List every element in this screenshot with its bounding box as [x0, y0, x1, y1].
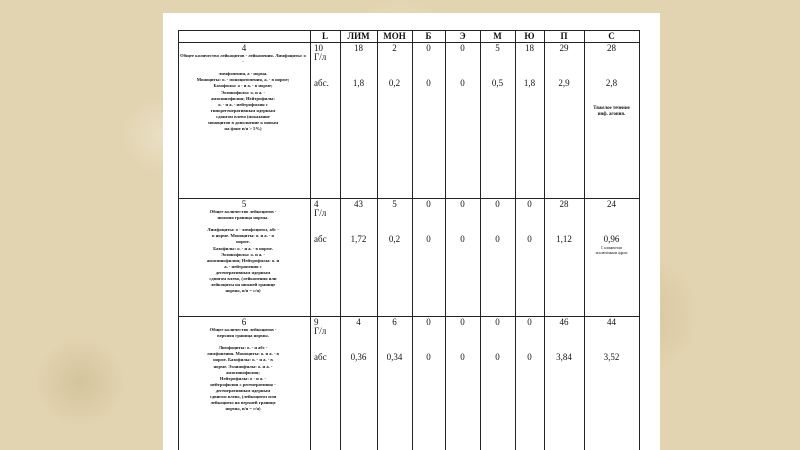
relative-value: 0 [527, 317, 532, 327]
relative-value: 0 [495, 199, 500, 209]
relative-value: 43 [354, 199, 363, 209]
absolute-value: 0 [426, 352, 431, 362]
relative-value: 4 [356, 317, 361, 327]
leukocyte-formula-table [178, 30, 639, 450]
row-number: 4 [241, 43, 247, 53]
absolute-value: 0 [527, 352, 532, 362]
absolute-label: абс [314, 234, 327, 244]
absolute-value: 0 [426, 234, 431, 244]
absolute-label: абс [314, 352, 327, 362]
total-leukocytes-unit: Г/л [314, 52, 327, 62]
absolute-value: 0,34 [386, 352, 403, 362]
relative-value: 0 [426, 317, 431, 327]
column-header: П [560, 31, 568, 41]
absolute-value: 0,36 [350, 352, 367, 362]
relative-value: 0 [460, 199, 465, 209]
absolute-value: 0,5 [491, 78, 504, 88]
relative-value: 0 [495, 317, 500, 327]
relative-value: 18 [354, 43, 363, 53]
relative-value: 28 [607, 43, 616, 53]
column-header: МОН [383, 31, 406, 41]
absolute-value: 0,2 [388, 234, 401, 244]
absolute-value: 1,72 [350, 234, 367, 244]
absolute-value: 0 [495, 234, 500, 244]
relative-value: 0 [460, 43, 465, 53]
relative-value: 5 [392, 199, 397, 209]
absolute-value: 2,9 [558, 78, 570, 88]
relative-value: 0 [426, 199, 431, 209]
absolute-value: 0 [527, 234, 532, 244]
absolute-value: 3,52 [603, 352, 620, 362]
row-description: Общее количество лейкоцитов - нижняя граница нормы. Лимфоциты: о - лимфоцитоз, абс - в норме. Моноциты: о. и а. - в норме. Базофилы: о. - и а. - в норме. Эозинофилы: о. и а. - анэозинофилия; Нейтрофилы: о. и а. - нейтропения с дегенеративным ядерным сдвигом влево, (лейкопения или лейкоциты на нижней границе нормы, п/я = с/я) [206, 209, 280, 294]
total-leukocytes-unit: Г/л [314, 326, 327, 336]
clinical-note: С клинически исключенным ядром [595, 246, 628, 255]
absolute-value: 0 [460, 352, 465, 362]
relative-value: 29 [559, 43, 569, 53]
column-header: М [493, 31, 502, 41]
table-column-divider [639, 30, 640, 450]
table-column-divider [178, 30, 179, 450]
total-leukocytes-value: 4 [314, 199, 319, 209]
relative-value: 0 [426, 43, 431, 53]
column-header: ЛИМ [347, 31, 370, 41]
absolute-value: 0,96 [603, 234, 620, 244]
table-column-divider [310, 30, 311, 450]
row-description: Общее количество лейкоцитов - лейкопения. Лимфоциты: о - лимфопения, а - норма. Моноциты: о. - моноцитопения, а. - в норме; Базофилы: о - и а. - в норме; Эозинофилы: о. и а. - анэозинофилия; Нейтрофилы: о. - и а. - нейтрофилия с гипорегенеративным ядерным сдвигом влево (показание моноцитов в дополнение к новым на фоне п/я > 5%) [180, 53, 306, 132]
absolute-value: 0 [460, 234, 465, 244]
relative-value: 24 [607, 199, 616, 209]
column-header: Ю [524, 31, 535, 41]
relative-value: 46 [559, 317, 569, 327]
row-description: Общее количество лейкоцитов - верхняя граница нормы. Лимфоциты: о. - и абс - лимфопения. Моноциты: о. и а. - в норме. Базофилы: о. - и а. - в норме. Эозинофилы: о. и а. - анэозинофилия; Нейтрофилы: о - и а. - нейтрофилия с регенеративно - дегенеративным ядерным сдвигом влево, (лейкоцитоз или лейкоциты на верхней границе нормы, п/я = с/я) [206, 327, 280, 412]
absolute-value: 2,8 [605, 78, 618, 88]
absolute-value: 1,8 [352, 78, 365, 88]
total-leukocytes-value: 10 [314, 43, 323, 53]
column-header: L [321, 31, 328, 41]
absolute-value: 0 [426, 78, 431, 88]
column-header: Б [425, 31, 432, 41]
absolute-value: 0 [495, 352, 500, 362]
absolute-label: абс. [314, 78, 329, 88]
document-page [163, 13, 660, 450]
column-header: С [608, 31, 615, 41]
relative-value: 5 [495, 43, 500, 53]
relative-value: 0 [460, 317, 465, 327]
relative-value: 6 [392, 317, 397, 327]
relative-value: 28 [559, 199, 569, 209]
absolute-value: 0,2 [388, 78, 401, 88]
relative-value: 18 [525, 43, 534, 53]
relative-value: 0 [527, 199, 532, 209]
relative-value: 2 [392, 43, 397, 53]
absolute-value: 0 [460, 78, 465, 88]
row-number: 6 [241, 317, 247, 327]
absolute-value: 3,84 [556, 352, 572, 362]
total-leukocytes-value: 9 [314, 317, 319, 327]
relative-value: 44 [607, 317, 616, 327]
absolute-value: 1,8 [523, 78, 536, 88]
total-leukocytes-unit: Г/л [314, 208, 327, 218]
absolute-value: 1,12 [556, 234, 572, 244]
row-number: 5 [241, 199, 247, 209]
column-header: Э [459, 31, 466, 41]
clinical-note: Тяжелое течение инф. агония. [593, 106, 630, 117]
